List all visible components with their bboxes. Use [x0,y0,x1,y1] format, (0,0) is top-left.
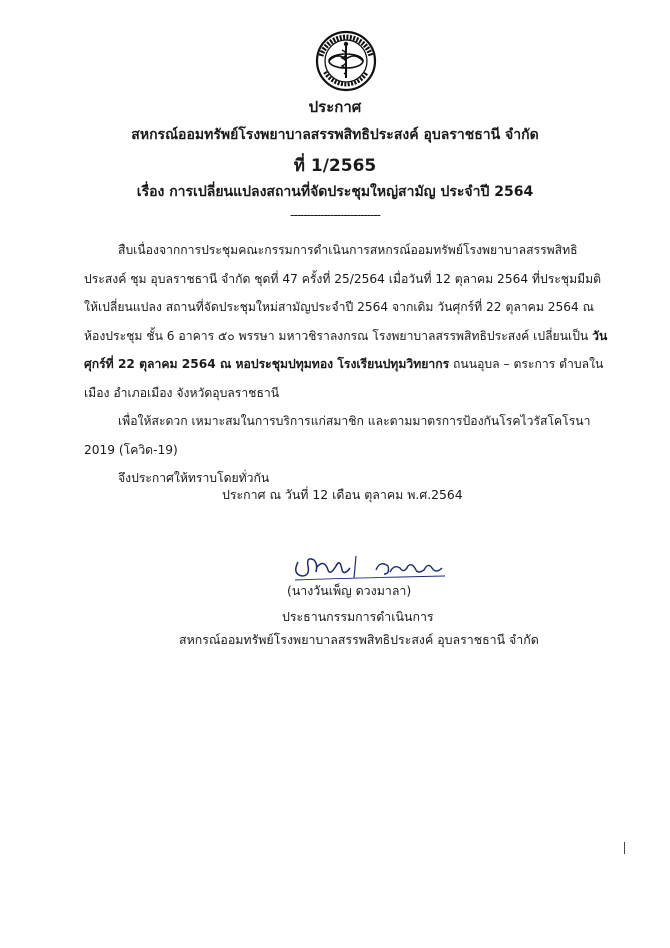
paragraph-2: เพื่อให้สะดวก เหมาะสมในการบริการแก่สมาชิก และตามมาตรการป้องกันโรคไวรัสโคโรนา 2019 (โควิด-19) [84,414,591,457]
announcement-heading: ประกาศ [308,98,362,116]
announcement-number: ที่ 1/2565 [293,156,377,176]
signer-title: ประธานกรรมการดำเนินการ [282,609,434,624]
paragraph-1-bold-text: วันศุกร์ที่ 22 ตุลาคม 2564 ณ หอประชุมปทุมทอง โรงเรียนปทุมวิทยากร [84,328,608,371]
announcement-body [84,236,612,493]
subject-line: เรื่อง การเปลี่ยนแปลงสถานที่จัดประชุมใหญ่สามัญ ประจำปี 2564 [136,184,534,200]
divider: --------------------------- [290,208,380,222]
hospital-cooperative-seal-icon [313,30,379,92]
edge-mark [624,842,628,854]
signer-organization: สหกรณ์ออมทรัพย์โรงพยาบาลสรรพสิทธิประสงค์ อุบลราชธานี จำกัด [179,632,539,647]
paragraph-1-text: สืบเนื่องจากการประชุมคณะกรรมการดำเนินการสหกรณ์ออมทรัพย์โรงพยาบาลสรรพสิทธิประสงค์ ชุม อุบลราชธานี จำกัด ชุดที่ 47 ครั้งที่ 25/2564 เมื่อวันที่ 12 ตุลาคม 2564 ที่ประชุมมีมติให้เปลี่ยนแปลง สถานที่จัดประชุมใหม่สามัญประจำปี 2564 จากเดิม วันศุกร์ที่ 22 ตุลาคม 2564 ณ ห้องประชุม ชั้น 6 อาคาร ๕๐ พรรษา มหาวชิราลงกรณ โรงพยาบาลสรรพสิทธิประสงค์ เปลี่ยนเป็น [84,243,602,343]
paragraph-3: จึงประกาศให้ทราบโดยทั่วกัน [118,471,270,485]
organization-name: สหกรณ์ออมทรัพย์โรงพยาบาลสรรพสิทธิประสงค์ อุบลราชธานี จำกัด [131,127,539,143]
announcement-date: ประกาศ ณ วันที่ 12 เดือน ตุลาคม พ.ศ.2564 [222,487,463,502]
paragraph-1-text-end: ถนนอุบล – ตระการ ตำบลในเมือง อำเภอเมือง จังหวัดอุบลราชธานี [84,357,604,400]
signature-image [290,548,450,584]
paragraph-1 [84,236,612,407]
signer-name: (นางวันเพ็ญ ดวงมาลา) [287,583,412,598]
